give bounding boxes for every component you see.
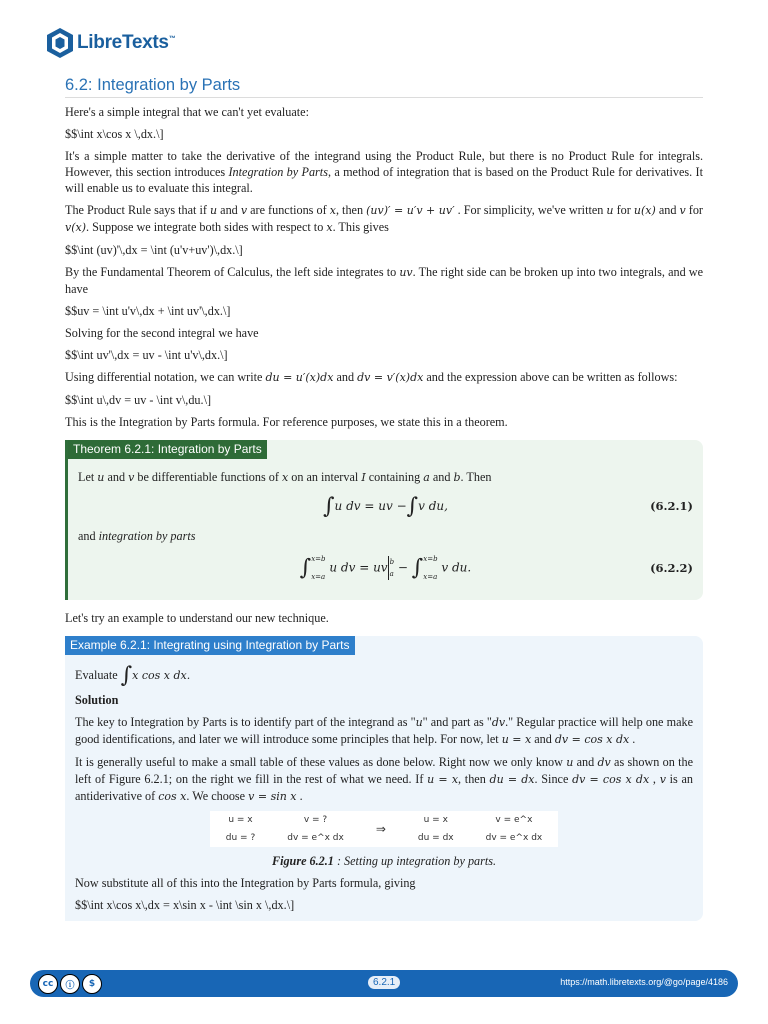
raw-latex-6: $$\int x\cos x\,dx = x\sin x - \int \sin x \,dx.\] (75, 898, 295, 912)
theorem-statement: Let u and v be differentiable functions of x on an interval I containing a and b. Then (78, 470, 492, 484)
paragraph-ftc: By the Fundamental Theorem of Calculus, the left side integrates to uv. The right side can be broken up into two integrals, and we have (65, 265, 704, 296)
page-number: 6.2.1 (368, 976, 400, 989)
theorem-label: Theorem 6.2.1: Integration by Parts (68, 440, 267, 459)
logo-text: LibreTexts™ (77, 32, 176, 53)
raw-latex-2: $$\int (uv)'\,dx = \int (u'v+uv')\,dx.\] (65, 243, 243, 257)
paragraph-differential: Using differential notation, we can write du = u′(x)dx and dv = v′(x)dx and the expression above can be written as follows: (65, 370, 678, 384)
equation-number: (6.2.2) (650, 561, 693, 575)
solving-text: Solving for the second integral we have (65, 326, 259, 340)
example-paragraph-2: It is generally useful to make a small table of these values as done below. Right now we only know u and dv as shown on the left of Figure 6.2.1; on the right we fill in the rest of what we need. If u = x, then du = dx. Since dv = cos x dx , v is an antiderivative of cos x. We choose v = sin x . (75, 755, 694, 803)
raw-latex-4: $$\int uv'\,dx = uv - \int u'v\,dx.\] (65, 348, 228, 362)
and-integration-by-parts: and integration by parts (78, 529, 196, 543)
table-row: du = ? dv = e^x dx du = dx dv = e^x dx (225, 833, 543, 843)
paragraph-reference: This is the Integration by Parts formula. For reference purposes, we state this in a theorem. (65, 415, 508, 429)
cc-license-badge[interactable] (38, 974, 102, 994)
raw-latex-3: $$uv = \int u'v\,dx + \int uv'\,dx.\] (65, 304, 231, 318)
example-label: Example 6.2.1: Integrating using Integration by Parts (65, 636, 355, 655)
paragraph-product-rule: It's a simple matter to take the derivative of the integrand using the Product Rule, but there is no Product Rule for integrals. However, this section introduces Integration by Parts, a method of integration that is based on the Product Rule for derivatives. It will enable us to evaluate this integral. (65, 149, 704, 195)
paragraph-product-rule-says: The Product Rule says that if u and v are functions of x, then (uv)′ = u′v + uv′ . For simplicity, we've written u for u(x) and v for v(x). Suppose we integrate both sides with respect to x. This gives (65, 203, 703, 234)
lets-try-text: Let's try an example to understand our new technique. (65, 611, 329, 625)
cc-icon: cc (38, 974, 58, 994)
nc-icon: $ (82, 974, 102, 994)
figure-6-2-1-table (210, 811, 558, 847)
implies-arrow: ⇒ (375, 822, 386, 836)
intro-text: Here's a simple integral that we can't yet evaluate: (65, 105, 309, 119)
solution-heading: Solution (75, 693, 119, 707)
example-paragraph-1: The key to Integration by Parts is to identify part of the integrand as "u" and part as "dv." Regular practice will help one make good identifications, and later we will introduce some principles that help. For now, let u = x and dv = cos x dx . (75, 715, 693, 746)
equation-number: (6.2.1) (650, 499, 693, 513)
page-title: 6.2: Integration by Parts (65, 76, 703, 98)
example-box (65, 636, 703, 921)
page-url-link[interactable]: https://math.libretexts.org/@go/page/4186 (560, 977, 728, 987)
substitute-text: Now substitute all of this into the Integration by Parts formula, giving (75, 876, 416, 890)
table-row: u = x v = ? ⇒ u = x v = e^x (210, 811, 558, 829)
theorem-box (65, 440, 703, 600)
equation-6-2-1: ∫u dv = uv −∫v du, (6.2.1) (323, 493, 693, 519)
by-icon: ⓘ (60, 974, 80, 994)
example-prompt: Evaluate ∫x cos x dx. (75, 663, 191, 688)
page-content (65, 76, 703, 921)
raw-latex-1: $$\int x\cos x \,dx.\] (65, 127, 164, 141)
figure-caption: Figure 6.2.1 : Setting up integration by parts. (271, 854, 497, 868)
page-footer (30, 970, 738, 997)
equation-6-2-2: ∫ x=b x=a u dv = uv b a − ∫ x=b x=a v du. (6.2.2) (299, 555, 693, 581)
raw-latex-5: $$\int u\,dv = uv - \int v\,du.\] (65, 393, 212, 407)
libretexts-logo[interactable] (46, 27, 175, 59)
libretexts-logo-icon (46, 27, 74, 59)
